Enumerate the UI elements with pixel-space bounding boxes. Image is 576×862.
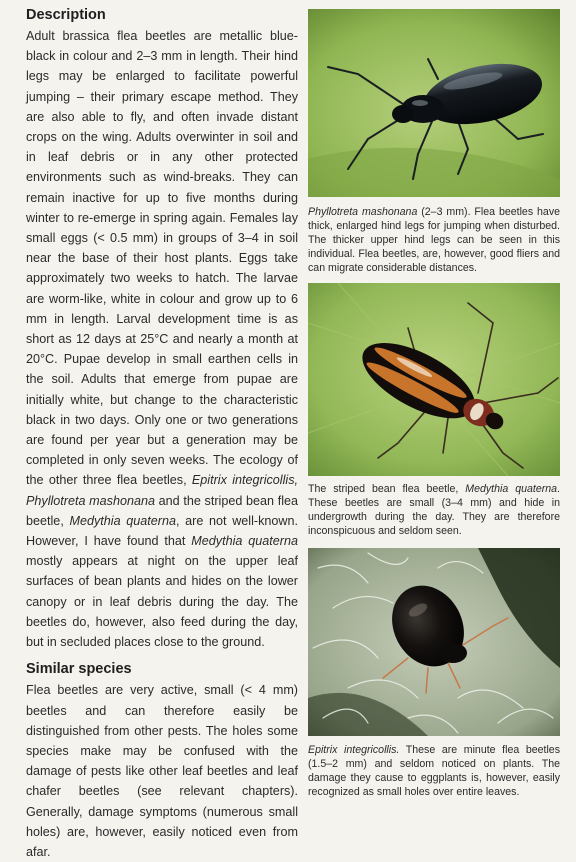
description-heading: Description <box>26 7 106 23</box>
species-name: Epitrix integricollis, Phyllotreta mashonana <box>26 473 299 508</box>
caption-photo-3 <box>308 743 560 799</box>
text-column <box>26 4 298 862</box>
caption-text: . These beetles are small (3–4 mm) and hide in undergrowth during the day. They are therefore inconspicuous and seldom seen. <box>308 483 560 537</box>
beetle-photo-illustration <box>308 283 560 476</box>
caption-species: Phyllotreta mashonana <box>308 206 418 218</box>
similar-species-paragraph: Flea beetles are very active, small (< 4 mm) beetles and can therefore easily be distinguished from other pests. The holes some species make may be confused with the damage of pests like other leaf beetles and leaf chafer beetles (see relevant chapters). Generally, damage symptoms (numerous small holes) are, however, easily noticed even from afar. <box>26 683 298 859</box>
description-text-3: , are not well-known. However, I have found that <box>26 513 298 549</box>
photo-phyllotreta-mashonana <box>308 9 560 197</box>
similar-species-heading: Similar species <box>26 661 132 678</box>
description-text-2: and the striped bean flea beetle, <box>26 493 298 528</box>
species-name: Medythia quaterna <box>191 534 298 549</box>
description-paragraph <box>26 26 298 652</box>
caption-text: (2–3 mm). Flea beetles have thick, enlarged hind legs for jumping when disturbed. The thicker upper hind legs can be seen in this individual. Flea beetles, are, however, good fliers and can migrate considerable distances. <box>308 206 561 274</box>
description-text-1: Adult brassica flea beetles are metallic blue-black in colour and 2–3 mm in length. Their hind legs may be enlarged to facilitate powerful jumping – their primary escape method. They are also able to fly, and often invade distant crops on the wing. Adults overwinter in soil and in leaf debris or in any other protected environments such as wind-breaks. They can remain inactive for up to five months during winter to re-emerge in spring again. Females lay small eggs (< 0.5 mm) in groups of 3–4 in soil near the base of their host plants. Eggs take approximately two weeks to hatch. The larvae are worm-like, white in colour and grow up to 6 mm in length. Larval development time is as short as 12 days at 25°C and nearly a month at 20°C. Pupae develop in small earthen cells in the soil. Adults that emerge from pupae are initially white, but change to the characteristic black in two days. Only one or two generations are found per year but a generation may be completed in only seven weeks. The ecology of the other three flea beetles, <box>26 29 298 488</box>
photo-medythia-quaterna <box>308 283 560 476</box>
species-name: Medythia quaterna <box>69 513 176 528</box>
caption-photo-1 <box>308 205 560 275</box>
beetle-photo-illustration <box>308 9 560 197</box>
description-text-4: mostly appears at night on the upper leaf surfaces of bean plants and hides on the lower canopy or in leaf debris during the day. The beetles do, however, also feed during the day, but in secluded places close to the ground. <box>26 554 298 650</box>
caption-species: Medythia quaterna <box>465 483 558 495</box>
photo-epitrix-integricollis <box>308 548 560 736</box>
beetle-photo-illustration <box>308 548 560 736</box>
caption-prefix: The striped bean flea beetle, <box>308 483 466 495</box>
caption-photo-2 <box>308 482 560 538</box>
caption-text: These are minute flea beetles (1.5–2 mm) and seldom noticed on plants. The damage they cause to eggplants is, however, easily recognized as small holes over entire leaves. <box>308 744 560 798</box>
caption-species: Epitrix integricollis. <box>308 744 400 756</box>
